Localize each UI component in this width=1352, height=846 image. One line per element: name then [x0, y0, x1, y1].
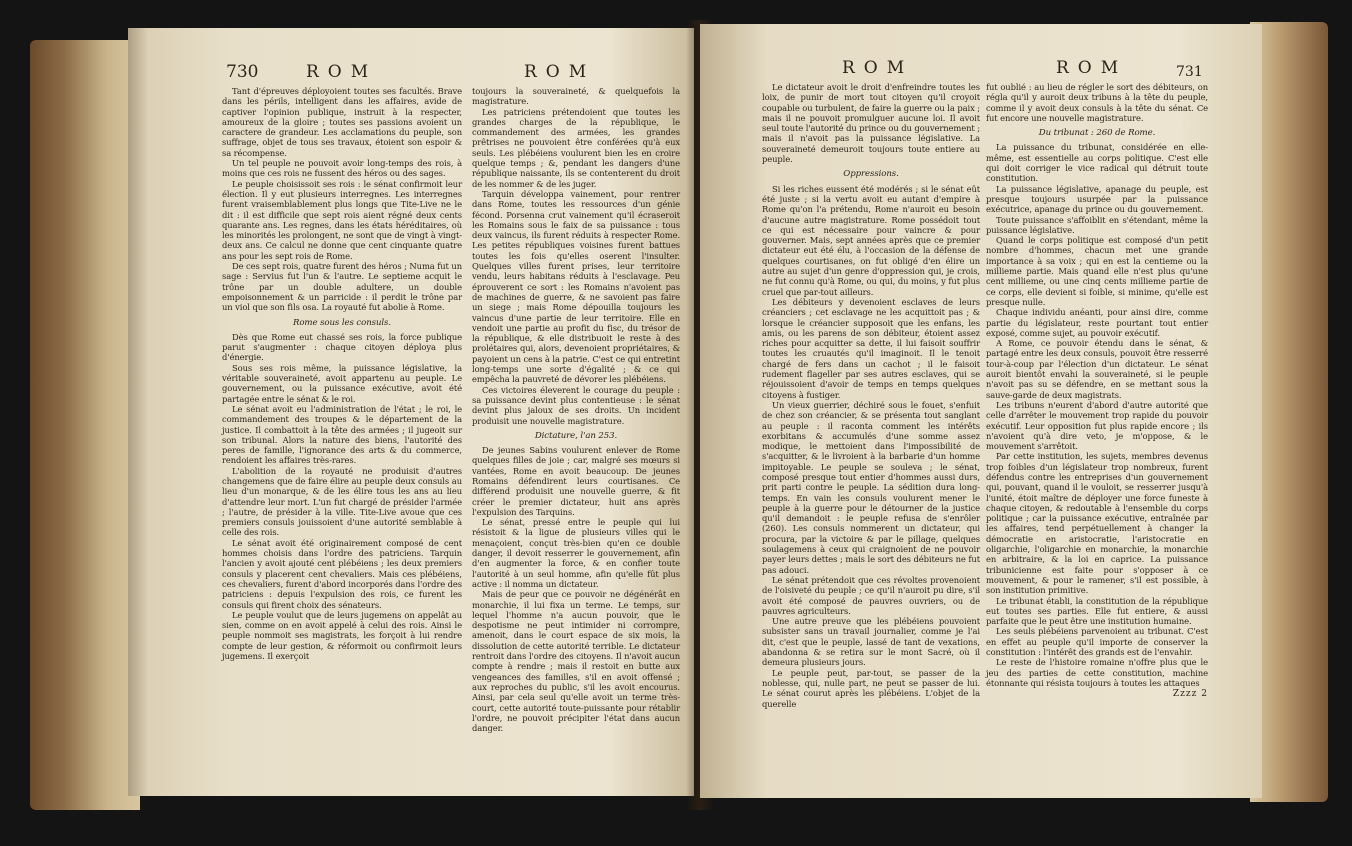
paragraph: Chaque individu anéanti, pour ainsi dire, comme partie du législateur, reste pourtant tout entier exposé, comme sujet, au pouvoir exécutif. [986, 307, 1208, 338]
paragraph: Le peuple choisissoit ses rois : le sénat confirmoit leur élection. Il y eut plusieurs interregnes. Les interregnes furent vraisemblablement plus longs que Tite-Live ne le dit : il est difficile que sept rois aient régné deux cents quarante ans. Les regnes, dans les états héréditaires, où les minorités les prolongent, ne sont que de vingt à vingt-deux ans. Ce calcul ne donne que cent cinquante quatre ans pour les sept rois de Rome. [222, 178, 462, 261]
left-page-column-1 [222, 86, 462, 661]
paragraph: fut oublié : au lieu de régler le sort des débiteurs, on régla qu'il y auroit deux tribuns à la tête du peuple, comme il y avoit deux consuls à la tête du sénat. Ce fut encore une nouvelle magistrature. [986, 82, 1208, 123]
paragraph: Les débiteurs y devenoient esclaves de leurs créanciers ; cet esclavage ne les acquittoit pas ; & lorsque le créancier supposoit que les enfans, les amis, ou les parens de son débiteur, étoient assez riches pour acquitter sa dette, il lui faisoit souffrir toutes les cruautés qu'il imaginoit. Il le tenoit chargé de fers dans un cachot ; il le faisoit rudement flageller par ses autres esclaves, qui se réjouissoient d'avoir de temps en temps quelques citoyens à fustiger. [762, 296, 980, 400]
paragraph: Le sénat prétendoit que ces révoltes provenoient de l'oisiveté du peuple ; ce qu'il n'auroit pu dire, s'il avoit été composé de pauvres ouvriers, ou de pauvres agriculteurs. [762, 574, 980, 616]
paragraph: Le sénat avoit été originairement composé de cent hommes choisis dans l'ordre des patriciens. Tarquin l'ancien y avoit ajouté cent plébéiens ; les deux premiers consuls y placerent cent chevaliers. Mais ces plébéiens, ces chevaliers, furent d'abord incorporés dans l'ordre des patriciens : depuis l'expulsion des rois, ce furent les consuls qui firent choix des sénateurs. [222, 537, 462, 610]
paragraph: A Rome, ce pouvoir étendu dans le sénat, & partagé entre les deux consuls, pouvoit être resserré tour-à-coup par l'élection d'un dictateur. Le sénat auroit bientôt envahi la souveraineté, si le peuple n'avoit pas su se défendre, en se mettant sous la sauve-garde de deux magistrats. [986, 338, 1208, 400]
paragraph: Le peuple voulut que de leurs jugemens on appelât au sien, comme on en avoit appelé à celui des rois. Ainsi le peuple nommoit ses magistrats, les forçoit à lui rendre compte de leur gestion, & réformoit ou confirmoit leurs jugemens. Il exerçoit [222, 609, 462, 662]
signature-mark: Zzzz 2 [1172, 689, 1208, 700]
paragraph: Ces victoires éleverent le courage du peuple : sa puissance devint plus contentieuse : le sénat devint plus jaloux de ses droits. Un incident produisit une nouvelle magistrature. [472, 384, 680, 426]
right-running-head [700, 58, 1262, 82]
paragraph: Si les riches eussent été modérés ; si le sénat eût été juste ; si la vertu avoit eu autant d'empire à Rome qu'on l'a prétendu, Rome n'auroit eu besoin d'aucune autre magistrature. Rome possédoit tout ce qui est nécessaire pour vaincre & pour gouverner. Mais, sept années après que ce premier dictateur eut été élu, à l'occasion de la défense de quelques courtisanes, on fut obligé d'en élire un autre au sujet d'un genre d'oppression qui, je crois, ne fut connu qu'à Rome, ou qui, du moins, y fut plus cruel que par-tout ailleurs. [762, 183, 980, 297]
paragraph: Les seuls plébéiens parvenoient au tribunat. C'est en effet au peuple qu'il importe de conserver la constitution : l'intérêt des grands est de l'envahir. [986, 626, 1208, 658]
paragraph: La puissance législative, apanage du peuple, est presque toujours usurpée par la puissance exécutrice, apanage du prince ou du gouvernement. [986, 183, 1208, 215]
page-number: 731 [1176, 64, 1203, 80]
left-page [128, 28, 694, 796]
page-number: 730 [226, 62, 259, 82]
left-page-shadow [128, 28, 148, 796]
running-head-left: ROM [842, 58, 914, 78]
paragraph: De jeunes Sabins voulurent enlever de Rome quelques filles de joie ; car, malgré ses mœurs si vantées, Rome en avoit beaucoup. De jeunes Romains défendirent leurs courtisanes. Ce différend produisit une nouvelle guerre, & fit créer le premier dictateur, huit ans après l'expulsion des Tarquins. [472, 445, 680, 517]
paragraph: Toute puissance s'affoiblit en s'étendant, même la puissance législative. [986, 214, 1208, 235]
left-running-head [128, 62, 694, 86]
paragraph: L'abolition de la royauté ne produisit d'autres changemens que de faire élire au peuple deux consuls au lieu d'un monarque, & de les élire tous les ans au lieu d'attendre leur mort. L'un fut chargé de présider l'armée ; l'autre, de présider à la ville. Tite-Live avoue que ces premiers consuls jouissoient d'une autorité semblable à celle des rois. [222, 465, 462, 538]
running-head-left: ROM [306, 62, 378, 82]
paragraph: De ces sept rois, quatre furent des héros ; Numa fut un sage : Servius fut l'un & l'autre. Le septieme acquit le trône par un double adultere, un double empoisonnement & un parricide : il perdit le trône par un viol que son fils osa. La royauté fut abolie à Rome. [222, 261, 462, 313]
paragraph: Le sénat, pressé entre le peuple qui lui résistoit & la ligue de plusieurs villes qui le menaçoient, conçut très-bien qu'en ce double danger, il devoit resserrer le gouvernement, afin d'en augmenter la force, & en confier toute l'autorité à un seul homme, afin qu'elle fût plus active : il nomma un dictateur. [472, 517, 680, 589]
paragraph: Le reste de l'histoire romaine n'offre plus que le jeu des parties de cette constitution, machine étonnante qui résista toujours à toutes les attaques [986, 657, 1208, 688]
left-page-column-2 [472, 86, 680, 733]
running-head-right: ROM [524, 62, 596, 82]
section-heading: Rome sous les consuls. [292, 317, 391, 328]
paragraph: Dès que Rome eut chassé ses rois, la force publique parut s'augmenter : chaque citoyen déploya plus d'énergie. [222, 331, 462, 363]
right-page-column-1 [762, 82, 980, 709]
section-heading: Dictature, l'an 253. [534, 430, 618, 441]
section-heading: Oppressions. [843, 169, 899, 180]
paragraph: Le peuple peut, par-tout, se passer de la noblesse, qui, nulle part, ne peut se passer de lui. Le sénat courut après les plébéiens. L'objet de la querelle [762, 667, 980, 709]
paragraph: Un tel peuple ne pouvoit avoir long-temps des rois, à moins que ces rois ne fussent des héros ou des sages. [222, 158, 462, 179]
left-book-edge [30, 40, 140, 810]
running-head-right: ROM [1056, 58, 1128, 78]
section-heading: Du tribunat : 260 de Rome. [1038, 128, 1156, 139]
paragraph: Quand le corps politique est composé d'un petit nombre d'hommes, chacun met une grande importance à sa voix ; qui en est la centieme ou la millieme partie. Mais quand elle n'est plus qu'une cent millieme, ou une cinq cents millieme partie de ce corps, elle devient si foible, si minime, qu'elle est presque nulle. [986, 235, 1208, 307]
paragraph: Le dictateur avoit le droit d'enfreindre toutes les loix, de punir de mort tout citoyen qu'il croyoit coupable ou turbulent, de faire la guerre ou la paix ; mais il ne pouvoit promulguer aucune loi. Il avoit seul toute l'autorité du prince ou du gouvernement ; mais il n'avoit pas la puissance législative. La souveraineté demeuroit toujours toute entiere au peuple. [762, 82, 980, 165]
paragraph: Sous ses rois même, la puissance législative, la véritable souveraineté, avoit appartenu au peuple. Le gouvernement, ou la puissance exécutive, avoit été partagée entre le sénat & le roi. [222, 362, 462, 404]
paragraph: Tant d'épreuves déployoient toutes ses facultés. Brave dans les périls, intelligent dans les affaires, avide de captiver l'opinion publique, instruit à la respecter, amoureux de la gloire ; toutes ses passions avoient un caractere de grandeur. Les acclamations du peuple, son suffrage, objet de tous ses travaux, étoient son espoir & sa récompense. [222, 86, 462, 158]
paragraph: Un vieux guerrier, déchiré sous le fouet, s'enfuit de chez son créancier, & se présenta tout sanglant au peuple : il raconta comment les intérêts exorbitans & accumulés d'une somme assez modique, le mettoient dans l'impossibilité de s'acquitter, & le livroient à la barbarie d'un homme impitoyable. Le peuple se souleva ; le sénat, composé presque tout entier d'hommes aussi durs, prit parti contre le peuple. La sédition dura long-temps. En vain les consuls voulurent mener le peuple à la guerre pour le détourner de la justice qu'il demandoit : le peuple refusa de s'enrôler (260). Les consuls nommerent un dictateur, qui procura, par la victoire & par le pillage, quelques soulagemens à ceux qui craignoient de ne pouvoir payer leurs dettes ; mais le sort des débiteurs ne fut pas adouci. [762, 399, 980, 575]
paragraph: Le tribunat établi, la constitution de la république eut toutes ses parties. Elle fut entiere, & aussi parfaite que le peut être une institution humaine. [986, 595, 1208, 627]
right-page [700, 24, 1262, 798]
paragraph: Tarquin développa vainement, pour rentrer dans Rome, toutes les ressources d'un génie fécond. Porsenna crut vainement qu'il écraseroit les Romains sous le faix de sa puissance : tous deux vaincus, ils furent réduits à respecter Rome. Les petites républiques voisines furent battues toutes les fois qu'elles oserent l'insulter. Quelques villes furent prises, leur territoire vendu, leurs habitans réduits à l'esclavage. Peu éprouverent ce sort : les Romains n'avoient pas de machines de guerre, & ne savoient pas faire un siege ; mais Rome dépouilla toujours les vaincus d'une partie de leur territoire. Elle en vendoit une partie au profit du fisc, du trésor de la république, & elle distribuoit le reste à des prolétaires qui, alors, devenoient propriétaires, & payoient un cens à la patrie. C'est ce qui entretint long-temps une sorte d'égalité ; & ce qui empêcha la pauvreté de dévorer les plébéiens. [472, 188, 680, 385]
paragraph: Les tribuns n'eurent d'abord d'autre autorité que celle d'arrêter le mouvement trop rapide du pouvoir exécutif. Leur opposition fut plus rapide encore ; ils n'avoient qu'à dire veto, je m'oppose, & le mouvement s'arrêtoit. [986, 399, 1208, 452]
right-page-column-2 [986, 82, 1208, 700]
paragraph: Les patriciens prétendoient que toutes les grandes charges de la république, le commandement des armées, les grandes prêtrises ne pouvoient être conférées qu'à eux seuls. Les plébéiens voulurent bien les en croire quelque temps ; &, pendant les dangers d'une république naissante, ils se contenterent du droit de les nommer & de les juger. [472, 106, 680, 189]
paragraph: Le sénat avoit eu l'administration de l'état ; le roi, le commandement des troupes & le département de la justice. Il combattoit à la tête des armées ; il jugeoit sur son tribunal. Alors la nature des biens, l'autorité des peres de famille, l'ignorance des arts & du commerce, rendoient les affaires très-rares. [222, 403, 462, 466]
paragraph: toujours la souveraineté, & quelquefois la magistrature. [472, 86, 680, 107]
paragraph: La puissance du tribunat, considérée en elle-même, est essentielle au corps politique. C'est elle qui doit corriger le vice radical qui détruit toute constitution. [986, 142, 1208, 184]
paragraph: Une autre preuve que les plébéiens pouvoient subsister sans un travail journalier, comme je l'ai dit, c'est que le peuple, lassé de tant de vexations, abandonna & se retira sur le mont Sacré, où il demeura plusieurs jours. [762, 616, 980, 668]
paragraph: Par cette institution, les sujets, membres devenus trop foibles d'un législateur trop nombreux, furent défendus contre les entreprises d'un gouvernement qui, pouvant, quand il le vouloit, se resserrer jusqu'à l'unité, étoit maître de déployer une force funeste à chaque citoyen, & redoutable à l'ensemble du corps politique ; car la puissance exécutive, entraînée par les affaires, tend perpétuellement à changer la démocratie en aristocratie, l'aristocratie en oligarchie, l'oligarchie en monarchie, la monarchie en arbitraire, & la loi en caprice. La puissance tribunicienne est faite pour s'opposer à ce mouvement, & pour le ramener, s'il est possible, à son institution primitive. [986, 451, 1208, 596]
paragraph: Mais de peur que ce pouvoir ne dégénérât en monarchie, il lui fixa un terme. Le temps, sur lequel l'homme n'a aucun pouvoir, que le despotisme ne peut intimider ni corrompre, amenoit, dans le court espace de six mois, la dissolution de cette autorité terrible. Le dictateur rentroit dans l'ordre des citoyens. Il n'avoit aucun compte à rendre ; mais il restoit en butte aux vengeances des familles, s'il en avoit offensé ; aux reproches du public, s'il les avoit encourus. Ainsi, par cela seul qu'elle avoit un terme très-court, cette autorité toute-puissante pour rétablir l'ordre, ne pouvoit précipiter l'état dans aucun danger. [472, 589, 680, 734]
